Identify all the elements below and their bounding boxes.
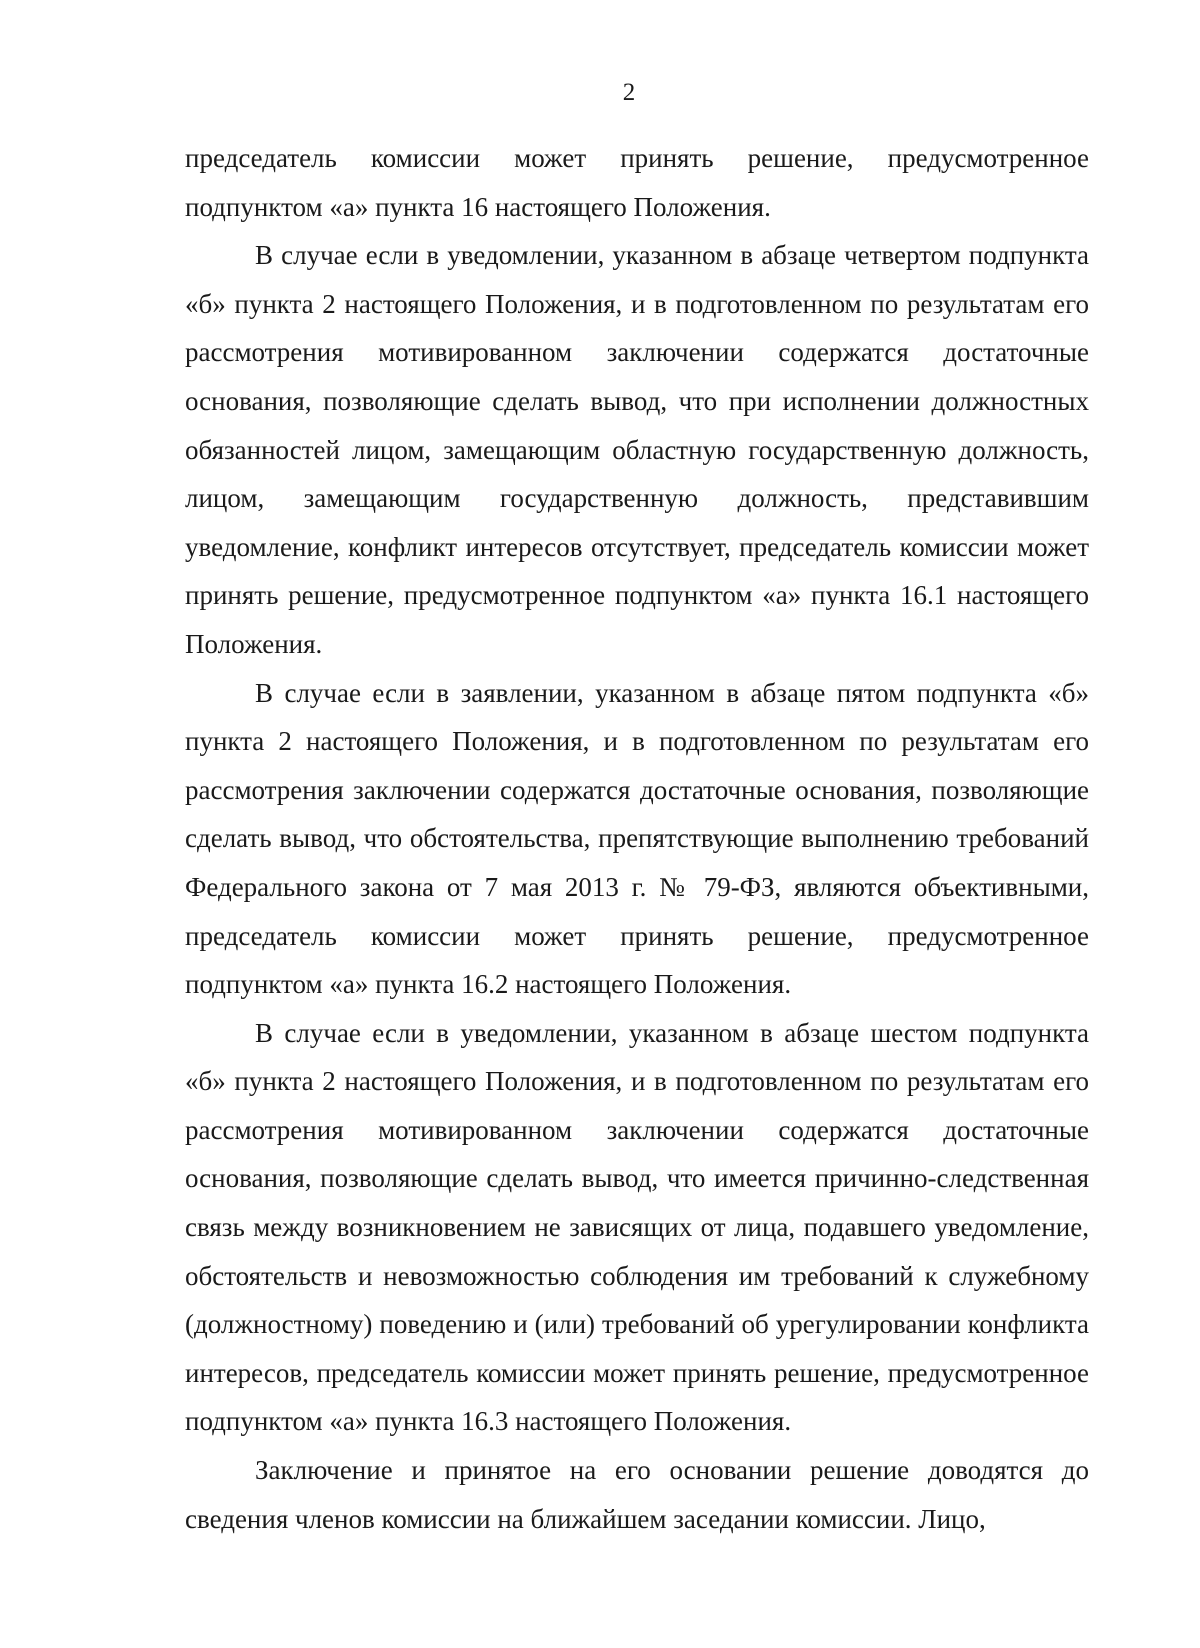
document-body	[185, 134, 1089, 1543]
page-number: 2	[622, 79, 636, 106]
paragraph-4: В случае если в уведомлении, указанном в абзаце шестом подпункта «б» пункта 2 настоящего Положения, и в подготовленном по результатам его рассмотрения мотивированном заключении содержатся достаточные основания, позволяющие сделать вывод, что имеется причинно-следственная связь между возникновением не зависящих от лица, подавшего уведомление, обстоятельств и невозможностью соблюдения им требований к служебному (должностному) поведению и (или) требований об урегулировании конфликта интересов, председатель комиссии может принять решение, предусмотренное подпунктом «а» пункта 16.3 настоящего Положения.	[185, 1017, 1089, 1437]
paragraph-5: Заключение и принятое на его основании решение доводятся до сведения членов комиссии на ближайшем заседании комиссии. Лицо,	[185, 1455, 1089, 1534]
paragraph-2: В случае если в уведомлении, указанном в абзаце четвертом подпункта «б» пункта 2 настоящего Положения, и в подготовленном по результатам его рассмотрения мотивированном заключении содержатся достаточные основания, позволяющие сделать вывод, что при исполнении должностных обязанностей лицом, замещающим областную государственную должность, лицом, замещающим государственную должность, представившим уведомление, конфликт интересов отсутствует, председатель комиссии может принять решение, предусмотренное подпунктом «а» пункта 16.1 настоящего Положения.	[185, 240, 1089, 659]
paragraph-3: В случае если в заявлении, указанном в абзаце пятом подпункта «б» пункта 2 настоящего Положения, и в подготовленном по результатам его рассмотрения заключении содержатся достаточные основания, позволяющие сделать вывод, что обстоятельства, препятствующие выполнению требований Федерального закона от 7 мая 2013 г. № 79-ФЗ, являются объективными, председатель комиссии может принять решение, предусмотренное подпунктом «а» пункта 16.2 настоящего Положения.	[185, 677, 1089, 1000]
paragraph-1: председатель комиссии может принять решение, предусмотренное подпунктом «а» пункта 16 настоящего Положения.	[185, 143, 1089, 222]
